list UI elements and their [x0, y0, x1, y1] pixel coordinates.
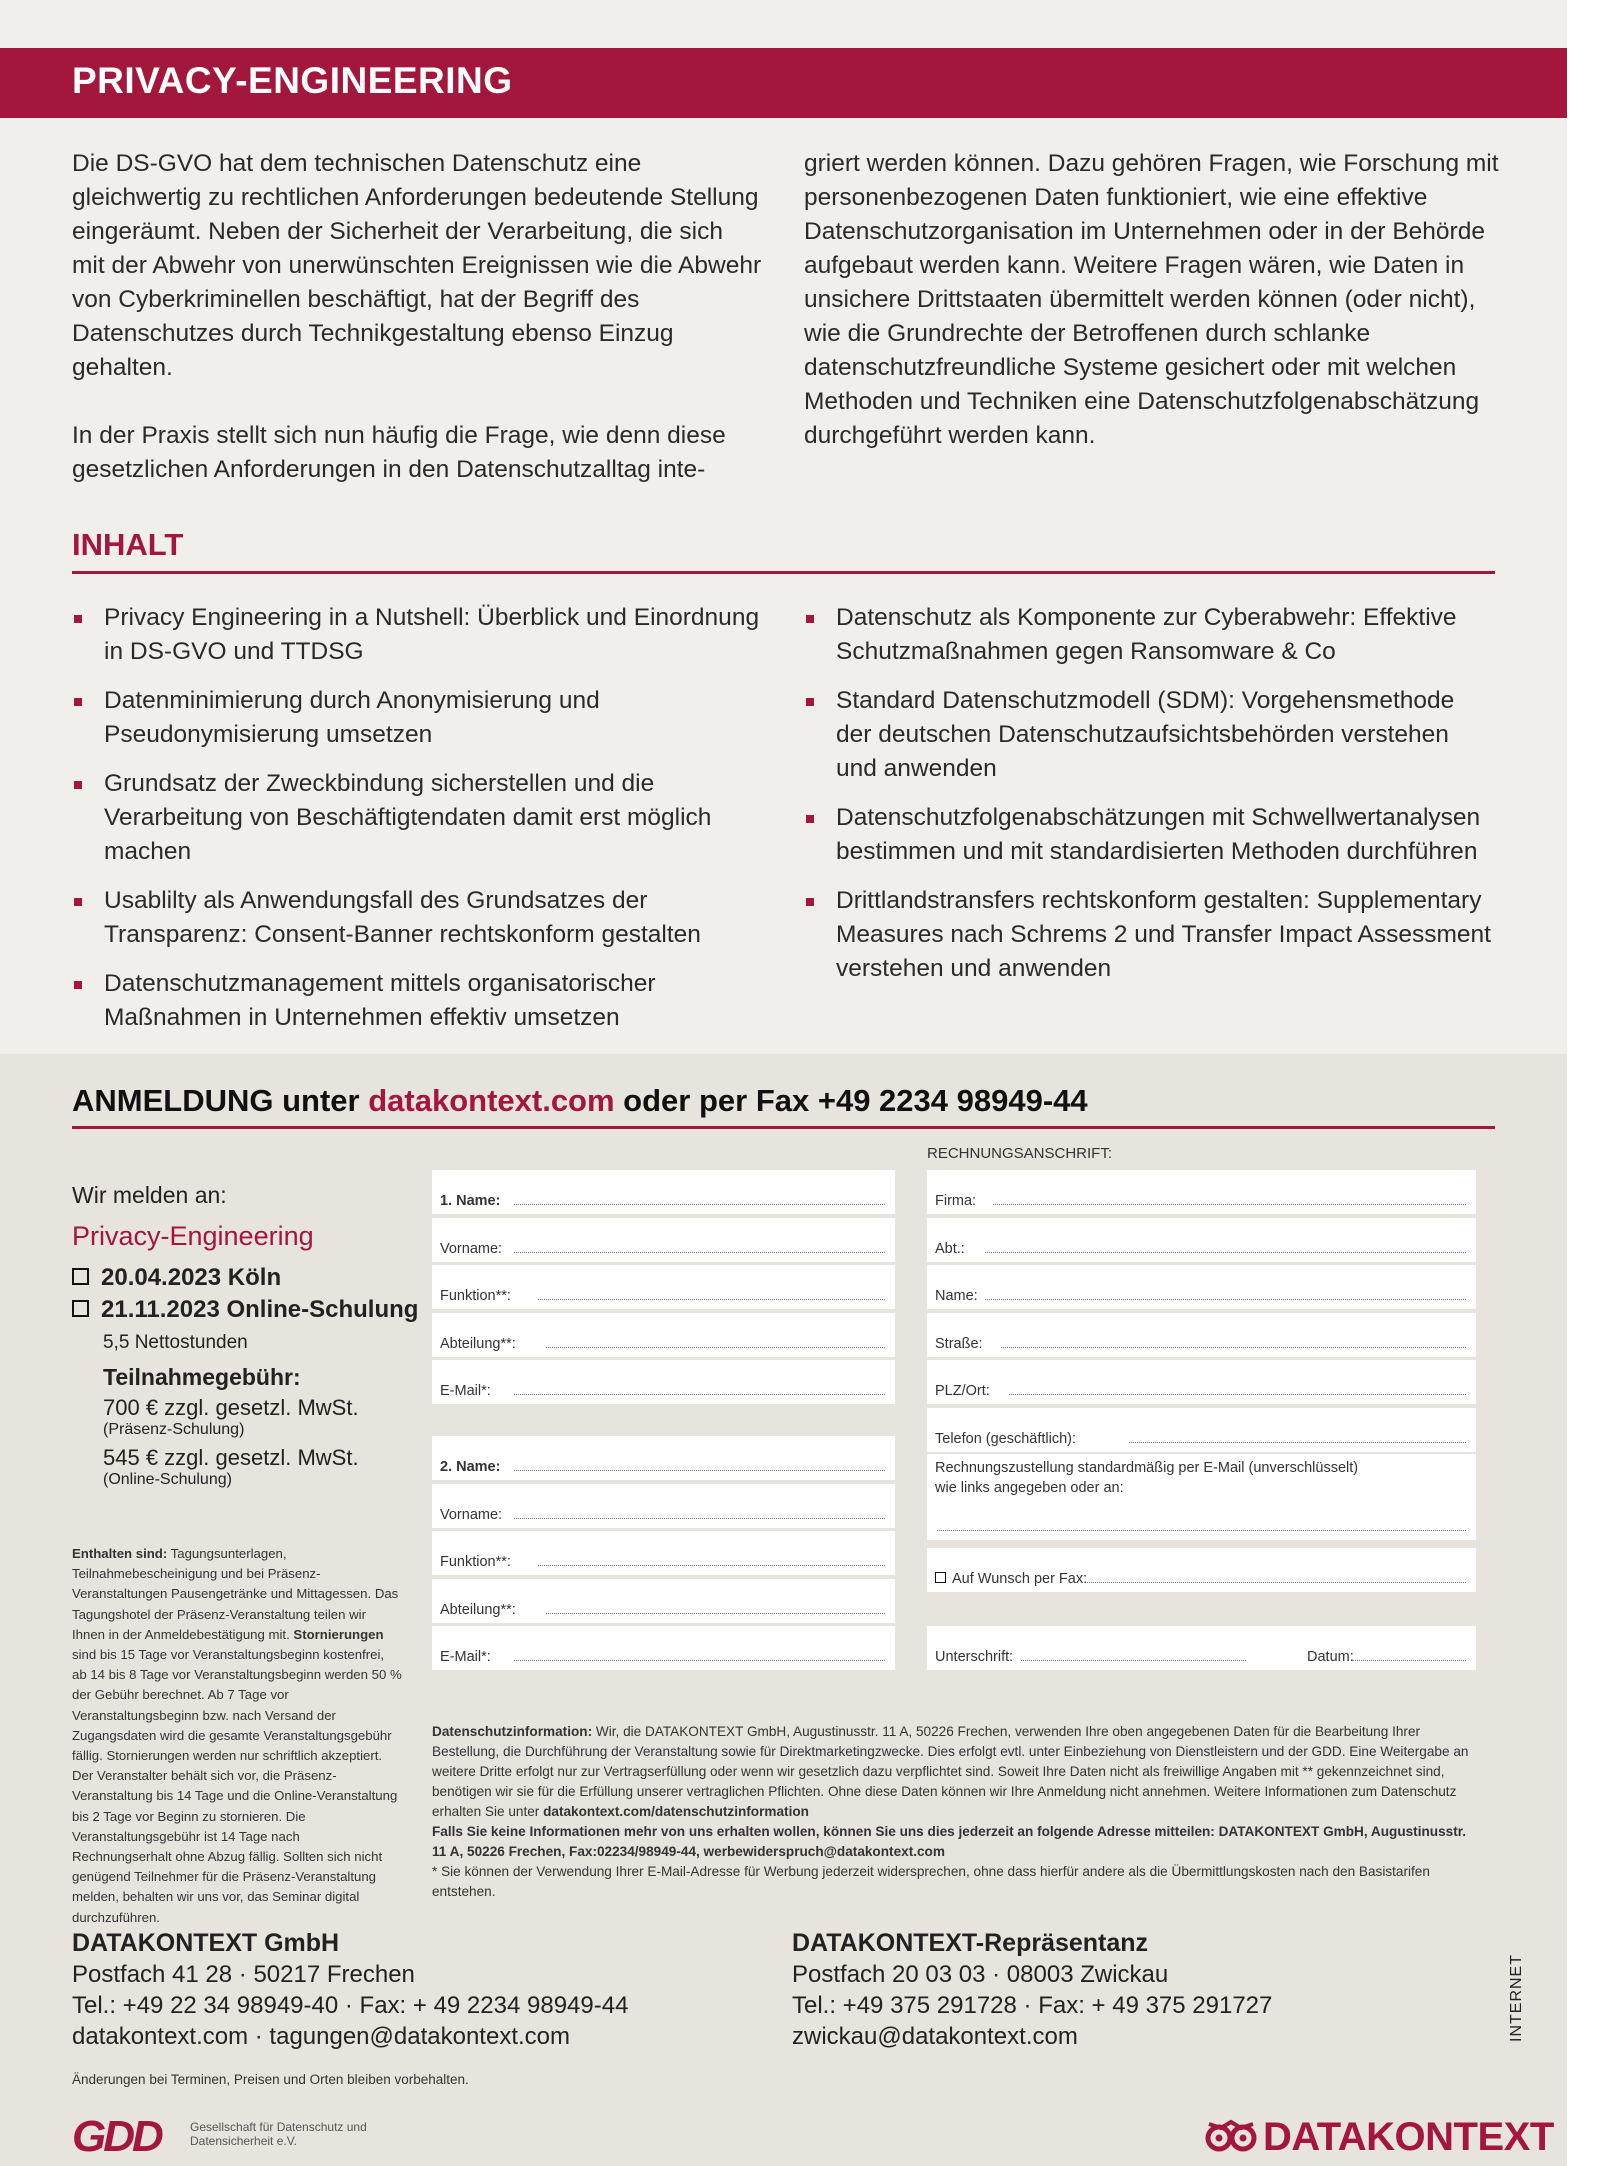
address-frechen: [72, 1928, 628, 2052]
company-name: DATAKONTEXT-Repräsentanz: [792, 1929, 1149, 1957]
form-field[interactable]: [432, 1218, 895, 1262]
form-field-line: [1001, 1346, 1466, 1348]
form-field[interactable]: [432, 1436, 895, 1480]
form-field-label: Funktion**:: [440, 1554, 511, 1570]
form-field[interactable]: [432, 1484, 895, 1528]
signature-row[interactable]: [927, 1626, 1476, 1670]
form-field-line: [514, 1659, 885, 1661]
form-field-label: Firma:: [935, 1193, 977, 1209]
storno-text: sind bis 15 Tage vor Veranstaltungsbeginn kostenfrei, ab 14 bis 8 Tage vor Veranstaltungsbeginn werden 50 % der Gebühr berechnet. Ab 7 Tage vor Veranstaltungsbeginn bzw. nach Versand der Zugangsdaten wird die gesamte Veranstaltungsgebühr fällig. Stornierungen werden nur schriftlich akzeptiert. Der Veranstalter behält sich vor, die Präsenz-Veranstaltung bis 14 Tage und die Online-Veranstaltung bis 2 Tage vor Beginn zu stornieren. Die Veranstaltungsgebühr ist 14 Tage nach Rechnungserhalt ohne Abzug fällig. Sollten sich nicht genügend Teilnehmer für die Präsenz-Veranstaltung melden, behalten wir uns vor, das Seminar digital durchzuführen.: [72, 1647, 402, 1925]
form-field[interactable]: [432, 1531, 895, 1575]
address-line: Postfach 41 28 · 50217 Frechen: [72, 1961, 415, 1988]
form-field-line: [538, 1298, 885, 1300]
form-field[interactable]: [927, 1408, 1476, 1452]
optout-info: Falls Sie keine Informationen mehr von uns erhalten wollen, können Sie uns dies jederzeit an folgende Adresse mitteilen: DATAKONTEXT GmbH, Augustinusstr. 11 A, 50226 Frechen, Fax:02234/98949-44, werbewiderspruch@datakontext.com: [432, 1824, 1467, 1859]
form-field-line: [514, 1469, 885, 1471]
wir-melden-label: Wir melden an:: [72, 1182, 227, 1208]
privacy-link[interactable]: datakontext.com/datenschutzinformation: [543, 1804, 809, 1819]
form-field-label: Abteilung**:: [440, 1601, 516, 1618]
form-field-label: Vorname:: [440, 1240, 503, 1257]
fee-online-note: (Online-Schulung): [103, 1471, 232, 1488]
form-field-label: Straße:: [935, 1335, 983, 1352]
form-field-line: [985, 1298, 1466, 1300]
privacy-bold: Datenschutzinformation:: [432, 1724, 593, 1739]
inhalt-heading: INHALT: [72, 527, 184, 562]
checkbox[interactable]: [72, 1300, 89, 1317]
invoice-heading: RECHNUNGSANSCHRIFT:: [927, 1145, 1113, 1162]
inhalt-item: Drittlandstransfers rechtskonform gestalten: Supplementary Measures nach Schrems 2 und Transfer Impact Assessment verstehen und anwenden: [804, 884, 1494, 986]
hours: 5,5 Nettostunden: [103, 1332, 248, 1353]
phone-line: Tel.: +49 375 291728 · Fax: + 49 375 291727: [792, 1992, 1273, 2019]
form-field-label: 1. Name:: [440, 1193, 501, 1209]
form-field[interactable]: [927, 1265, 1476, 1309]
intro-paragraph: Die DS-GVO hat dem technischen Datenschutz eine gleichwertig zu rechtlichen Anforderungen bedeutende Stellung eingeräumt. Neben der Sicherheit der Verarbeitung, die sich mit der Abwehr von unerwünschten Ereignissen wie die Abwehr von Cyberkriminellen beschäftigt, hat der Begriff des Datenschutzes durch Technikgestaltung ebenso Einzug gehalten.: [72, 150, 762, 381]
page-title: PRIVACY-ENGINEERING: [72, 60, 513, 101]
checkbox[interactable]: [935, 1572, 946, 1583]
inhalt-list-left: [72, 601, 762, 1050]
fee-presence-note: (Präsenz-Schulung): [103, 1421, 245, 1438]
intro-column-right: [804, 147, 1504, 487]
inhalt-list-right: [804, 601, 1494, 1001]
gdd-logo: GDD: [72, 2112, 161, 2161]
form-field-line: [514, 1393, 885, 1395]
form-field[interactable]: [927, 1360, 1476, 1404]
form-field[interactable]: [432, 1313, 895, 1357]
company-name: DATAKONTEXT GmbH: [72, 1929, 340, 1957]
fee-presence: 700 € zzgl. gesetzl. MwSt.: [103, 1395, 359, 1420]
form-field-line: [546, 1346, 885, 1348]
form-field-line: [538, 1564, 885, 1566]
registration-info: [72, 1182, 419, 1489]
form-field-line: [514, 1251, 885, 1253]
disclaimer: Änderungen bei Terminen, Preisen und Orten bleiben vorbehalten.: [72, 2072, 469, 2087]
address-zwickau: [792, 1928, 1272, 2052]
form-field-label: E-Mail*:: [440, 1383, 491, 1399]
privacy-info: [432, 1722, 1477, 1902]
datakontext-logo: DATAKONTEXT: [1263, 2115, 1554, 2159]
inhalt-item: Standard Datenschutzmodell (SDM): Vorgehensmethode der deutschen Datenschutzaufsichtsbehörden verstehen und anwenden: [804, 684, 1494, 786]
form-field[interactable]: [927, 1218, 1476, 1262]
fee-title: Teilnahmegebühr:: [103, 1364, 301, 1390]
registration-link[interactable]: datakontext.com: [368, 1083, 615, 1118]
form-field-label: PLZ/Ort:: [935, 1383, 990, 1399]
inhalt-item: Privacy Engineering in a Nutshell: Überblick und Einordnung in DS-GVO und TTDSG: [72, 601, 762, 669]
web-email-line[interactable]: datakontext.com · tagungen@datakontext.com: [72, 2023, 570, 2050]
checkbox[interactable]: [72, 1268, 89, 1285]
form-field-label: Name:: [935, 1288, 978, 1304]
fax-option[interactable]: [927, 1548, 1476, 1592]
email-line[interactable]: zwickau@datakontext.com: [792, 2023, 1078, 2050]
fax-label: Auf Wunsch per Fax:: [952, 1571, 1088, 1587]
inhalt-item: Datenschutz als Komponente zur Cyberabwehr: Effektive Schutzmaßnahmen gegen Ransomware & Co: [804, 601, 1494, 669]
phone-line: Tel.: +49 22 34 98949-40 · Fax: + 49 2234 98949-44: [72, 1992, 629, 2019]
form-field-line: [546, 1612, 885, 1614]
form-field-label: Telefon (geschäftlich):: [935, 1430, 1077, 1447]
date-label: 21.11.2023 Online-Schulung: [101, 1296, 419, 1323]
inhalt-item: Grundsatz der Zweckbindung sicherstellen und die Verarbeitung von Beschäftigtendaten damit erst möglich machen: [72, 767, 762, 869]
form-field-line: [993, 1203, 1466, 1205]
terms-bold: Enthalten sind:: [72, 1546, 168, 1561]
divider: [72, 1126, 1495, 1129]
address-line: Postfach 20 03 03 · 08003 Zwickau: [792, 1961, 1169, 1988]
course-name: Privacy-Engineering: [72, 1221, 314, 1251]
form-field-label: Vorname:: [440, 1506, 503, 1523]
side-label: INTERNET: [1508, 1954, 1525, 2042]
form-field[interactable]: [432, 1265, 895, 1309]
terms-span: Tagungsunterlagen, Teilnahmebescheinigung und bei Präsenz-Veranstaltungen Pausengetränke und Mittagessen.: [72, 1546, 372, 1602]
date-field-label: Datum:: [1307, 1649, 1354, 1665]
form-field-line: [1009, 1393, 1466, 1395]
form-field-line: [1129, 1441, 1466, 1443]
inhalt-item: Datenschutzfolgenabschätzungen mit Schwellwertanalysen bestimmen und mit standardisierten Methoden durchführen: [804, 801, 1494, 869]
hotel-info: Das Tagungshotel der Präsenz-Veranstaltung teilen wir Ihnen in der Anmeldebestätigung mit.: [72, 1586, 399, 1642]
divider: [72, 571, 1495, 574]
registration-heading: [72, 1083, 1088, 1119]
form-field-label: E-Mail*:: [440, 1649, 491, 1665]
intro-paragraph: In der Praxis stellt sich nun häufig die Frage, wie denn diese gesetzlichen Anforderungen in den Datenschutzalltag inte-: [72, 422, 726, 483]
form-field-label: Funktion**:: [440, 1288, 511, 1304]
signature-label: Unterschrift:: [935, 1649, 1014, 1665]
privacy-text: Wir, die DATAKONTEXT GmbH, Augustinusstr. 11 A, 50226 Frechen, verwenden Ihre oben angegebenen Daten für die Bearbeitung Ihrer Bestellung, die Durchführung der Veranstaltung sowie für Direktmarketingzwecke. Dies erfolgt evtl. unter Einbeziehung von Dienstleistern und der GDD. Eine Weitergabe an weitere Dritte erfolgt nur zur Vertragserfüllung oder wenn wir gesetzlich dazu verpflichtet sind. Soweit Ihre Daten nicht als freiwillige Angaben mit ** gekennzeichnet sind, benötigen wir sie für die Erfüllung unserer vertraglichen Pflichten. Ohne diese Daten können wir Ihre Anmeldung nicht annehmen. Weitere Informationen zum Datenschutz erhalten Sie unter: [432, 1724, 1469, 1819]
form-field-label: Abt.:: [935, 1240, 965, 1257]
date-label: 20.04.2023 Köln: [101, 1264, 282, 1291]
storno-bold: Stornierungen: [293, 1626, 384, 1642]
inhalt-item: Datenschutzmanagement mittels organisatorischer Maßnahmen in Unternehmen effektiv umsetzen: [72, 967, 762, 1035]
datakontext-owl-icon: [1205, 2118, 1257, 2158]
inhalt-item: Usablilty als Anwendungsfall des Grundsatzes der Transparenz: Consent-Banner rechtskonform gestalten: [72, 884, 762, 952]
inhalt-item: Datenminimierung durch Anonymisierung und Pseudonymisierung umsetzen: [72, 684, 762, 752]
intro-column-left: [72, 147, 762, 521]
invoice-delivery-box[interactable]: [927, 1454, 1476, 1540]
form-field[interactable]: [927, 1313, 1476, 1357]
form-field[interactable]: [432, 1579, 895, 1623]
registration-heading-text: ANMELDUNG unter: [72, 1083, 369, 1118]
form-field-label: 2. Name:: [440, 1459, 501, 1475]
form-field[interactable]: [927, 1170, 1476, 1214]
gdd-subtitle: Gesellschaft für Datenschutz und Datensicherheit e.V.: [190, 2120, 367, 2148]
fee-online: 545 € zzgl. gesetzl. MwSt.: [103, 1445, 359, 1470]
date-option-1[interactable]: [72, 1264, 412, 1292]
form-field[interactable]: [432, 1170, 895, 1214]
date-option-2[interactable]: [72, 1296, 419, 1324]
registration-fax: oder per Fax +49 2234 98949-44: [614, 1083, 1088, 1118]
form-field[interactable]: [432, 1626, 895, 1670]
intro-paragraph: griert werden können. Dazu gehören Fragen, wie Forschung mit personenbezogenen Daten funktioniert, wie eine effektive Datenschutzorganisation im Unternehmen oder in der Behörde aufgebaut werden kann. Weitere Fragen wären, wie Daten in unsichere Drittstaaten übermittelt werden können (oder nicht), wie die Grundrechte der Betroffenen durch schlanke datenschutzfreundliche Systeme gesichert oder mit welchen Methoden und Techniken eine Datenschutzfolgenabschätzung durchgeführt werden kann.: [804, 150, 1499, 449]
form-field[interactable]: [432, 1360, 895, 1404]
form-field-line: [985, 1251, 1466, 1253]
email-objection-note: * Sie können der Verwendung Ihrer E-Mail-Adresse für Werbung jederzeit widersprechen, ohne dass hierfür andere als die Übermittlungskosten nach den Basistarifen entstehen.: [432, 1864, 1430, 1899]
form-field-line: [514, 1517, 885, 1519]
invoice-delivery-label: Rechnungszustellung standardmäßig per E-Mail (unverschlüsselt) wie links angegeben oder an:: [935, 1460, 1359, 1496]
terms-text: [72, 1544, 402, 1928]
form-field-label: Abteilung**:: [440, 1335, 516, 1352]
form-field-line: [514, 1203, 885, 1205]
